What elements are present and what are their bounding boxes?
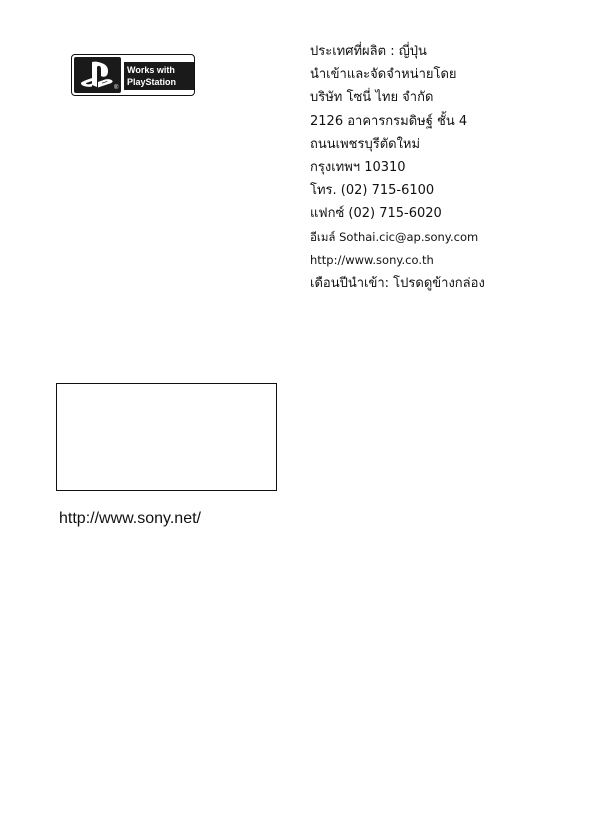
registered-mark: ® (114, 85, 119, 91)
email: อีเมล์ Sothai.cic@ap.sony.com (310, 229, 479, 244)
empty-label-box (56, 383, 277, 491)
fax: แฟกซ์ (02) 715-6020 (310, 206, 442, 222)
address-city: กรุงเทพฯ 10310 (310, 160, 406, 176)
imported-by-label: นำเข้าและจัดจำหน่ายโดย (310, 67, 457, 83)
sony-website-url: http://www.sony.net/ (59, 510, 201, 527)
badge-line-playstation: PlayStation 3 (127, 77, 177, 97)
importer-info (310, 40, 590, 295)
phone: โทร. (02) 715-6100 (310, 183, 435, 199)
badge-label (124, 62, 194, 97)
badge-line-works-with: Works with (127, 65, 175, 75)
playstation-logo-icon (74, 57, 121, 93)
website-th: http://www.sony.co.th (310, 252, 434, 267)
address-road: ถนนเพชรบุรีตัดใหม่ (310, 136, 421, 152)
country-of-origin: ประเทศที่ผลิต : ญี่ปุ่น (310, 44, 427, 59)
company-name: บริษัท โซนี่ ไทย จำกัด (310, 90, 434, 106)
import-date-note: เดือนปีนำเข้า: โปรดดูข้างกล่อง (310, 276, 485, 292)
address-building: 2126 อาคารกรมดิษฐ์ ชั้น 4 (310, 113, 468, 129)
works-with-playstation3-badge (71, 54, 195, 96)
